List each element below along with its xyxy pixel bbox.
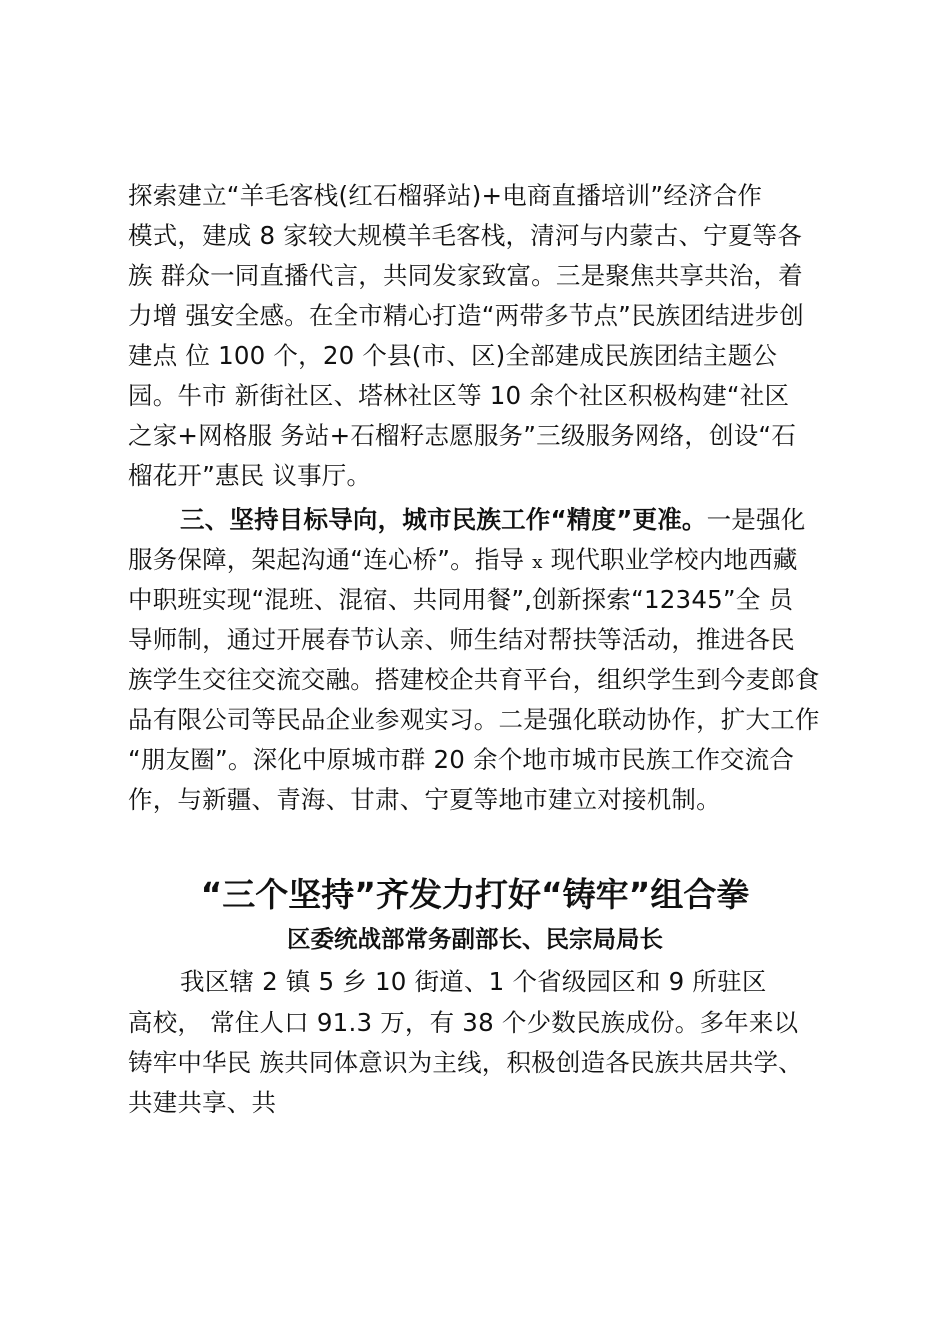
paragraph-line: 高校， 常住人口 91.3 万，有 38 个少数民族成份。多年来以 [128, 1008, 799, 1037]
paragraph-line: 作，与新疆、青海、甘肃、宁夏等地市建立对接机制。 [128, 785, 721, 814]
paragraph-line: 力增 强安全感。在全市精心打造“两带多节点”民族团结进步创 [128, 301, 804, 330]
paragraph-text: 服务保障，架起沟通“连心桥”。指导 [128, 545, 533, 574]
paragraph-line: 园。牛市 新街社区、塔林社区等 10 余个社区积极构建“社区 [128, 381, 790, 410]
paragraph-line: 导师制，通过开展春节认亲、师生结对帮扶等活动，推进各民 [128, 625, 795, 654]
paragraph-line: 族学生交往交流交融。搭建校企共育平台，组织学生到今麦郎食 [128, 665, 820, 694]
paragraph-line [128, 540, 798, 580]
paragraph-line: “朋友圈”。深化中原城市群 20 余个地市城市民族工作交流合 [128, 745, 795, 774]
paragraph-line: 之家+网格服 务站+石榴籽志愿服务”三级服务网络，创设“石 [128, 421, 797, 450]
paragraph-line: 中职班实现“混班、混宿、共同用餐”,创新探索“12345”全 员 [128, 585, 794, 614]
paragraph-line: 建点 位 100 个，20 个县(市、区)全部建成民族团结主题公 [128, 341, 778, 370]
paragraph-line: 族 群众一同直播代言，共同发家致富。三是聚焦共享共治，着 [128, 261, 803, 290]
paragraph-text: 现代职业学校内地西藏 [542, 545, 798, 574]
article-title: “三个坚持”齐发力打好“铸牢”组合拳 [200, 875, 750, 914]
paragraph-line: 探索建立“羊毛客栈(红石榴驿站)+电商直播培训”经济合作 [128, 181, 763, 210]
paragraph-line: 铸牢中华民 族共同体意识为主线，积极创造各民族共居共学、 [128, 1048, 803, 1077]
paragraph-line: 品有限公司等民品企业参观实习。二是强化联动协作，扩大工作 [128, 705, 820, 734]
paragraph-line: 模式，建成 8 家较大规模羊毛客栈，清河与内蒙古、宁夏等各 [128, 221, 802, 250]
paragraph-line: 我区辖 2 镇 5 乡 10 街道、1 个省级园区和 9 所驻区 [180, 967, 767, 996]
paragraph-line: 共建共享、共 [128, 1088, 277, 1117]
paragraph-text: 一是强化 [706, 505, 806, 534]
paragraph-line: 榴花开”惠民 议事厅。 [128, 461, 372, 490]
placeholder-letter: x [532, 552, 543, 573]
section-heading-line [180, 500, 805, 540]
article-subtitle: 区委统战部常务副部长、民宗局局长 [287, 925, 663, 953]
section-heading: 三、坚持目标导向，城市民族工作“精度”更准。 [180, 505, 707, 534]
